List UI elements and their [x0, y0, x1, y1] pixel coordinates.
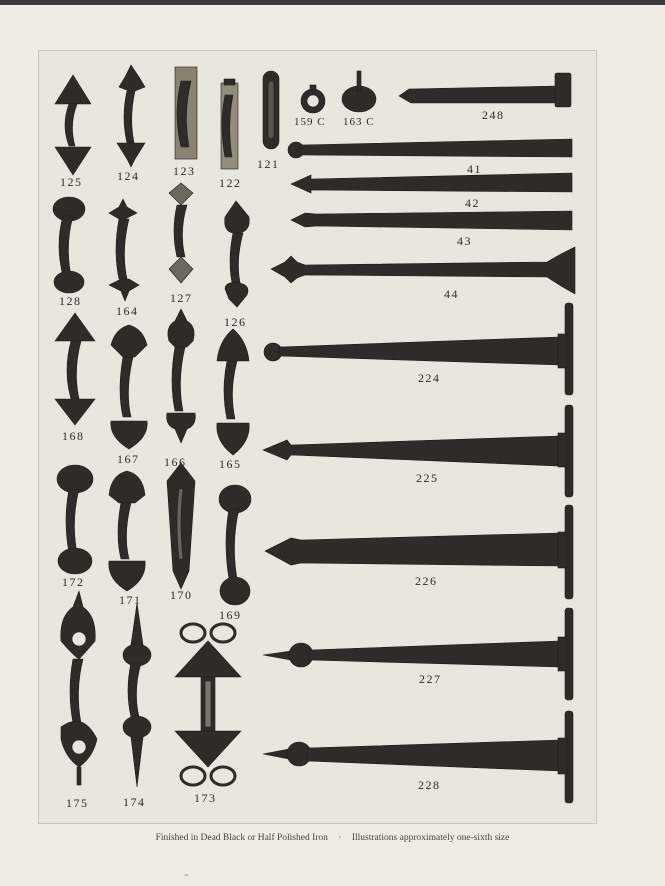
handle-168-illustration — [55, 313, 95, 425]
handle-170-illustration — [167, 463, 195, 589]
handle-163c-illustration — [342, 71, 376, 112]
handle-164-illustration — [109, 199, 139, 301]
caption-separator: · — [338, 833, 342, 843]
handle-159c-illustration — [301, 85, 325, 113]
handle-174-label: 174 — [123, 795, 146, 809]
handle-128-illustration — [53, 197, 85, 293]
handle-170-label: 170 — [170, 588, 193, 602]
handle-173-illustration — [175, 624, 241, 785]
page-mark: = — [184, 871, 189, 880]
hinge-44-illustration — [271, 247, 575, 294]
hinge-42-illustration — [291, 173, 572, 193]
handle-167-label: 167 — [117, 452, 140, 466]
handle-166-illustration — [167, 309, 196, 443]
hinge-248-label: 248 — [482, 108, 505, 122]
hinge-224-label: 224 — [418, 371, 441, 385]
hinge-227-illustration — [263, 608, 573, 700]
handle-167-illustration — [111, 325, 147, 449]
handle-128-label: 128 — [59, 294, 82, 308]
hinge-44-label: 44 — [444, 287, 459, 301]
hinge-228-label: 228 — [418, 778, 441, 792]
handle-121-label: 121 — [257, 157, 280, 171]
handle-122-label: 122 — [219, 176, 242, 190]
caption-scale: Illustrations approximately one-sixth size — [351, 833, 510, 843]
handle-164-label: 164 — [116, 304, 139, 318]
handle-121-illustration — [263, 71, 279, 149]
handle-165-illustration — [217, 329, 249, 455]
hinge-43-illustration — [291, 211, 572, 230]
handle-159c-label: 159 C — [294, 116, 326, 128]
handle-125-label: 125 — [60, 175, 83, 189]
handle-172-label: 172 — [62, 575, 85, 589]
hinge-41-illustration — [288, 139, 572, 158]
hinge-248-illustration — [399, 73, 571, 107]
handle-123-label: 123 — [173, 164, 196, 178]
caption — [0, 833, 665, 843]
handle-126-illustration — [225, 201, 250, 307]
handle-173-label: 173 — [194, 791, 217, 805]
handle-174-illustration — [123, 603, 151, 787]
catalog-plate — [38, 50, 597, 824]
handle-163c-label: 163 C — [343, 116, 375, 128]
handle-169-label: 169 — [219, 608, 242, 622]
handle-168-label: 168 — [62, 429, 85, 443]
handle-122-illustration — [221, 79, 238, 169]
handle-171-label: 171 — [119, 593, 142, 607]
handle-166-label: 166 — [164, 455, 187, 469]
handle-127-label: 127 — [170, 291, 193, 305]
handle-175-illustration — [61, 591, 97, 785]
handle-124-illustration — [117, 65, 145, 167]
handle-165-label: 165 — [219, 457, 242, 471]
hinge-227-label: 227 — [419, 672, 442, 686]
hinge-225-label: 225 — [416, 471, 439, 485]
hinge-43-label: 43 — [457, 234, 472, 248]
handle-124-label: 124 — [117, 169, 140, 183]
handle-125-illustration — [55, 75, 91, 175]
handle-175-label: 175 — [66, 796, 89, 810]
handle-169-illustration — [219, 485, 251, 605]
handle-123-illustration — [175, 67, 197, 159]
handle-126-label: 126 — [224, 315, 247, 329]
hinge-41-label: 41 — [467, 162, 482, 176]
hinge-226-label: 226 — [415, 574, 438, 588]
hinge-42-label: 42 — [465, 196, 480, 210]
handle-127-illustration — [169, 183, 193, 283]
handle-171-illustration — [109, 471, 145, 591]
caption-finish: Finished in Dead Black or Half Polished Iron — [155, 833, 328, 843]
hardware-illustration — [39, 51, 596, 823]
handle-172-illustration — [57, 465, 93, 574]
top-border — [0, 0, 665, 5]
